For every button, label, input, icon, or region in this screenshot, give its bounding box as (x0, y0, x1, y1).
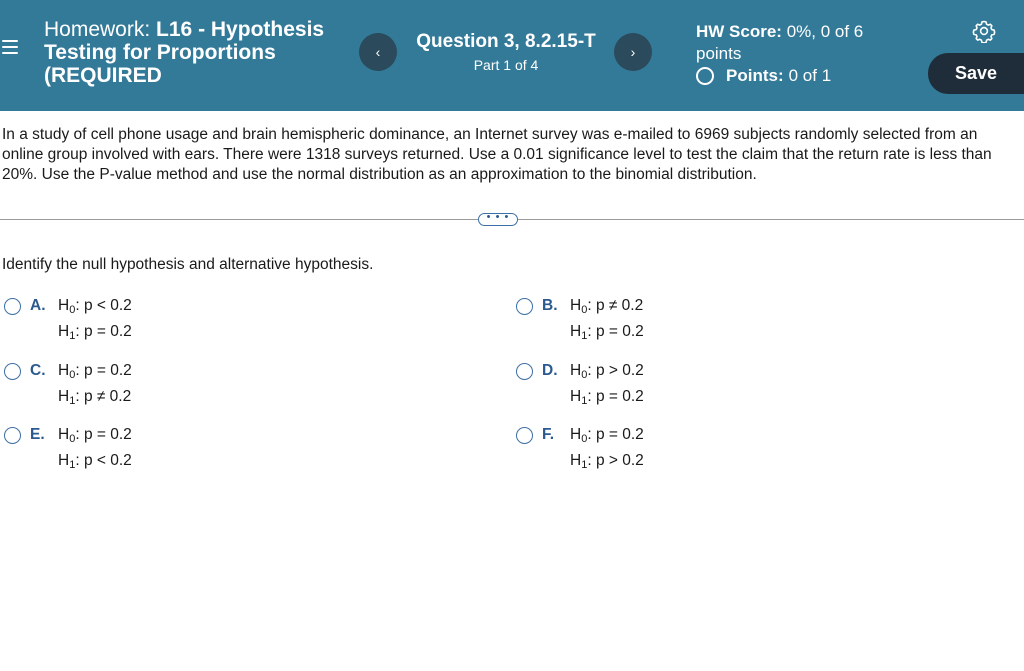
null-hypothesis: $H_0$: p ≠ 0.2 (570, 297, 644, 316)
alternative-hypothesis: $H_1$: p = 0.2 (58, 323, 132, 342)
null-hypothesis: $H_0$: p = 0.2 (58, 426, 132, 445)
choice-letter: B. (542, 297, 558, 314)
choice-b-radio[interactable] (516, 298, 533, 315)
alternative-hypothesis: $H_1$: p = 0.2 (570, 323, 644, 342)
homework-title (44, 18, 344, 87)
points-status (696, 66, 831, 86)
null-hypothesis: $H_0$: p > 0.2 (570, 362, 644, 381)
choice-c-radio[interactable] (4, 363, 21, 380)
points-label: Points: (726, 66, 784, 85)
points-value: 0 of 1 (788, 66, 832, 85)
hw-score-value: 0%, 0 of 6 points (696, 22, 864, 63)
choice-f-radio[interactable] (516, 427, 533, 444)
alternative-hypothesis: $H_1$: p > 0.2 (570, 452, 644, 471)
alternative-hypothesis: $H_1$: p = 0.2 (570, 388, 644, 407)
top-bar (0, 0, 1024, 111)
question-prompt: Identify the null hypothesis and alternative hypothesis. (2, 256, 374, 273)
null-hypothesis: $H_0$: p < 0.2 (58, 297, 132, 316)
next-question-button[interactable]: › (614, 33, 652, 71)
alternative-hypothesis: $H_1$: p ≠ 0.2 (58, 388, 132, 407)
choice-letter: E. (30, 426, 45, 443)
expand-more-button[interactable]: • • • (478, 213, 518, 226)
menu-icon[interactable] (2, 40, 18, 54)
homework-label: Homework: (44, 18, 151, 41)
save-button[interactable]: Save (928, 53, 1024, 94)
problem-statement: In a study of cell phone usage and brain hemispheric dominance, an Internet survey was e-mailed to 6969 subjects randomly selected from an online group involved with ears. There were 1318 surveys returned. Use a 0.01 significance level to test the claim that the return rate is less than 20%. Use the P-value method and use the normal distribution as an approximation to the binomial distribution. (2, 126, 992, 183)
choice-d-radio[interactable] (516, 363, 533, 380)
choice-letter: D. (542, 362, 558, 379)
hw-score-label: HW Score: (696, 22, 782, 41)
choice-letter: A. (30, 297, 46, 314)
choice-e-radio[interactable] (4, 427, 21, 444)
choice-letter: C. (30, 362, 46, 379)
previous-question-button[interactable]: ‹ (359, 33, 397, 71)
null-hypothesis: $H_0$: p = 0.2 (570, 426, 644, 445)
question-part: Part 1 of 4 (473, 57, 539, 73)
choice-letter: F. (542, 426, 555, 443)
homework-name: L16 - Hypothesis Testing for Proportions (REQUIRED (44, 18, 325, 87)
gear-icon[interactable] (972, 19, 996, 43)
question-title: Question 3, 8.2.15-T (416, 31, 596, 52)
choice-a-radio[interactable] (4, 298, 21, 315)
points-circle-icon (696, 67, 714, 85)
hw-score (696, 21, 896, 65)
null-hypothesis: $H_0$: p = 0.2 (58, 362, 132, 381)
alternative-hypothesis: $H_1$: p < 0.2 (58, 452, 132, 471)
